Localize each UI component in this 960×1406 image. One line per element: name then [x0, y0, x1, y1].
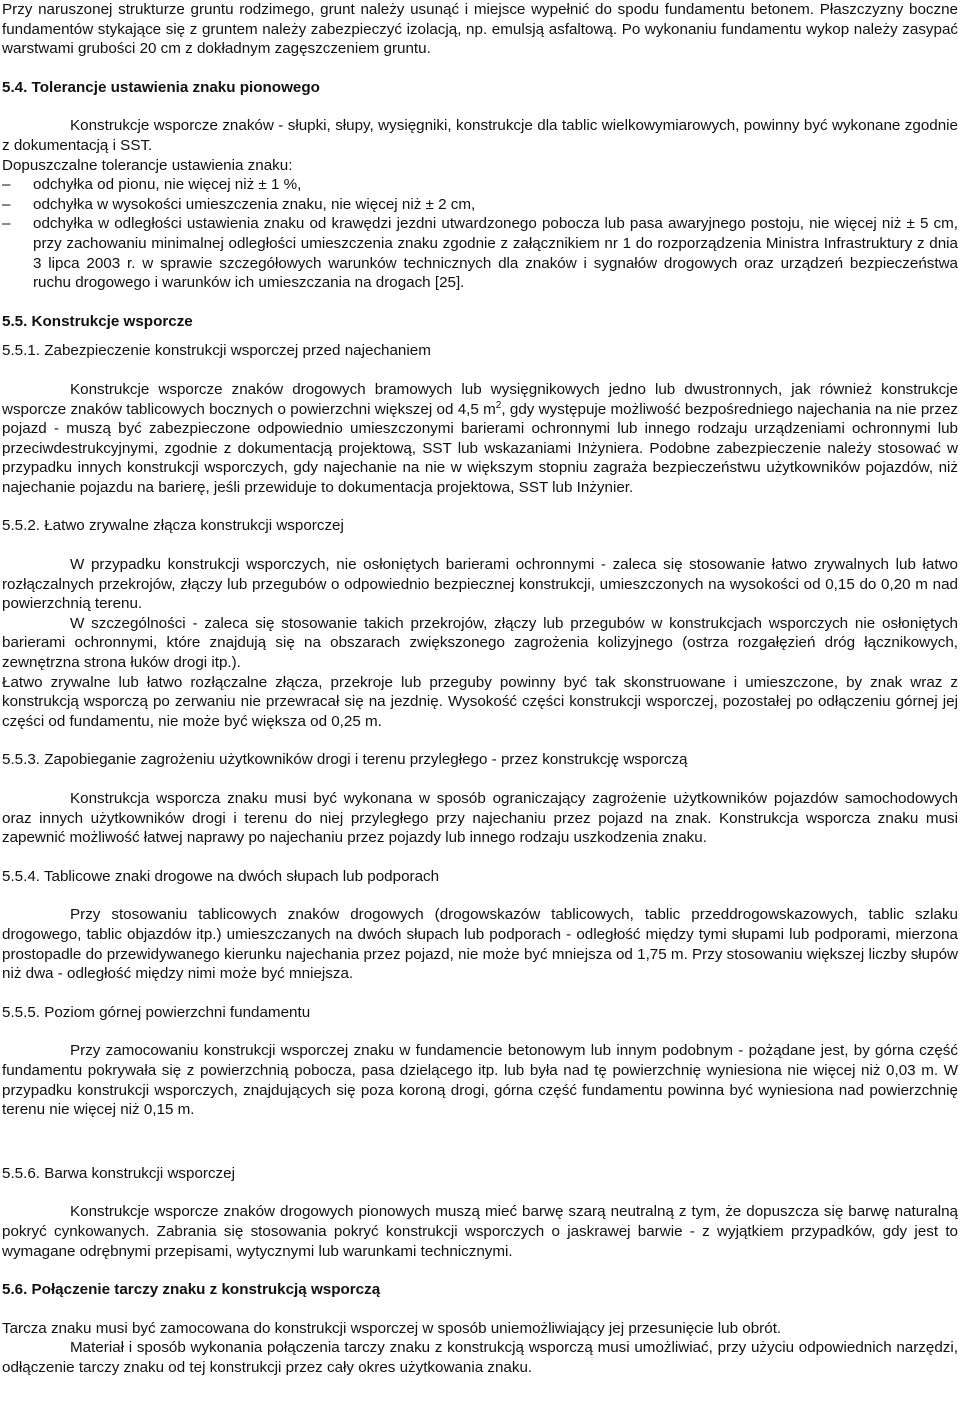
section-5-6-heading: 5.6. Połączenie tarczy znaku z konstrukcją wsporczą: [2, 1281, 381, 1299]
dash-bullet: –: [2, 176, 11, 194]
section-5-5-4-heading: 5.5.4. Tablicowe znaki drogowe na dwóch słupach lub podporach: [2, 867, 440, 885]
section-5-5-6-paragraph: Konstrukcje wsporcze znaków drogowych pionowych muszą mieć barwę szarą neutralną z tym, że dopuszcza się barwę naturalną pokryć cynkowanych. Zabrania się stosowania pokryć konstrukcji wsporczych o jaskrawej barwie - z wyjątkiem przypadków, gdy jest to wymagane odrębnymi przepisami, wytycznymi lub warunkami technicznymi.: [2, 1203, 958, 1260]
section-5-5-3-paragraph: Konstrukcja wsporcza znaku musi być wykonana w sposób ograniczający zagrożenie użytkowników pojazdów samochodowych oraz innych użytkowników drogi i terenu do niej przyległego przy najechaniu przez pojazd na znak. Konstrukcja wsporcza znaku musi zapewnić możliwość łatwej naprawy po najechaniu przez pojazdy lub innego rodzaju uszkodzenia znaku.: [2, 790, 958, 847]
list-item: – odchyłka w wysokości umieszczenia znaku, nie więcej niż ± 2 cm,: [2, 195, 476, 213]
intro-paragraph: Przy naruszonej strukturze gruntu rodzimego, grunt należy usunąć i miejsce wypełnić do spodu fundamentu betonem. Płaszczyzny boczne fundamentów stykające się z gruntem należy zabezpieczyć izolacją, np. emulsją asfaltową. Po wykonaniu fundamentu wykop należy zasypać warstwami grubości 20 cm z dokładnym zagęszczeniem gruntu.: [2, 1, 958, 58]
list-item: – odchyłka w odległości ustawienia znaku od krawędzi jezdni utwardzonego pobocza lub pasa awaryjnego postoju, nie więcej niż ± 5 cm, przy zachowaniu minimalnej odległości umieszczenia znaku zgodnie z załącznikiem nr 1 do rozporządzenia Ministra Infrastruktury z dnia 3 lipca 2003 r. w sprawie szczegółowych warunków technicznych dla znaków i sygnałów drogowych oraz urządzeń bezpieczeństwa ruchu drogowego i warunków ich umieszczania na drogach [25].: [2, 215, 958, 292]
section-5-5-2-paragraph-3: Łatwo zrywalne lub łatwo rozłączalne złącza, przekroje lub przeguby powinny być tak skonstruowane i umieszczone, by znak wraz z konstrukcją wsporczą po zerwaniu nie przewracał się na jezdnię. Wysokość części konstrukcji wsporczej, pozostałej po odłączeniu górnej jej części od fundamentu, nie może być większa od 0,25 m.: [2, 673, 958, 730]
section-5-6-paragraph-2: Materiał i sposób wykonania połączenia tarczy znaku z konstrukcją wsporczą musi umożliwiać, przy użyciu odpowiednich narzędzi, odłączenie tarczy znaku od tej konstrukcji przez cały okres użytkowania znaku.: [2, 1339, 958, 1376]
dash-bullet: –: [2, 215, 11, 233]
section-5-5-6-heading: 5.5.6. Barwa konstrukcji wsporczej: [2, 1164, 235, 1182]
section-5-5-4-paragraph: Przy stosowaniu tablicowych znaków drogowych (drogowskazów tablicowych, tablic przeddrogowskazowych, tablic szlaku drogowego, tablic objazdów itp.) umieszczanych na dwóch słupach lub podporach - odległość między tymi słupami lub podporami, mierzona prostopadle do przewidywanego kierunku najechania przez pojazd, nie może być mniejsza od 1,75 m. Przy stosowaniu większej liczby słupów niż dwa - odległość między nimi może być mniejsza.: [2, 906, 958, 983]
section-5-5-1-paragraph: Konstrukcje wsporcze znaków drogowych bramowych lub wysięgnikowych jedno lub dwustronnych, jak również konstrukcje wsporcze znaków tablicowych bocznych o powierzchni większej od 4,5 $m^2$, gdy występuje możliwość bezpośredniego najechania na nie przez pojazd - muszą być zabezpieczone odpowiednio umieszczonymi barierami ochronnymi lub innego rodzaju urządzeniami ochronnymi lub przeciwdestrukcyjnymi, zgodnie z dokumentacją projektową, SST lub wskazaniami Inżyniera. Podobne zabezpieczenie należy stosować w przypadku innych konstrukcji wsporczych, gdy najechanie na nie w większym stopniu zagraża bezpieczeństwu użytkowników pojazdów, niż najechanie pojazdu na barierę, jeśli przewiduje to dokumentacja projektowa, SST lub Inżynier.: [2, 380, 958, 496]
section-5-6-paragraph-1: Tarcza znaku musi być zamocowana do konstrukcji wsporczej w sposób uniemożliwiający jej przesunięcie lub obrót.: [2, 1319, 782, 1337]
dash-bullet: –: [2, 195, 11, 213]
section-5-5-2-paragraph-2: W szczególności - zaleca się stosowanie takich przekrojów, złączy lub przegubów w konstrukcjach wsporczych nie osłoniętych barierami ochronnymi, które znajdują się na obszarach zwiększonego zagrożenia kolizyjnego (ostrza rozgałęzień dróg łącznikowych, zewnętrzna strona łuków drogi itp.).: [2, 614, 958, 672]
section-5-5-2-paragraph-1: W przypadku konstrukcji wsporczych, nie osłoniętych barierami ochronnymi - zaleca się stosowanie łatwo zrywalnych lub łatwo rozłączalnych przekrojów, złączy lub przegubów o odpowiednio bezpiecznej konstrukcji, umieszczonych na wysokości od 0,15 do 0,20 m nad powierzchnią terenu.: [2, 556, 958, 613]
section-5-4-heading: 5.4. Tolerancje ustawienia znaku pionowego: [2, 78, 320, 96]
list-item: – odchyłka od pionu, nie więcej niż ± 1 %,: [2, 176, 302, 194]
section-5-5-heading: 5.5. Konstrukcje wsporcze: [2, 312, 193, 330]
tolerance-list: [2, 175, 958, 293]
section-5-5-3-heading: 5.5.3. Zapobieganie zagrożeniu użytkowników drogi i terenu przyległego - przez konstrukcję wsporczą: [2, 751, 688, 769]
section-5-5-1-heading: 5.5.1. Zabezpieczenie konstrukcji wsporczej przed najechaniem: [2, 342, 431, 360]
section-5-4-paragraph-1: Konstrukcje wsporcze znaków - słupki, słupy, wysięgniki, konstrukcje dla tablic wielkowymiarowych, powinny być wykonane zgodnie z dokumentacją i SST.: [2, 117, 958, 154]
section-5-5-5-paragraph: Przy zamocowaniu konstrukcji wsporczej znaku w fundamencie betonowym lub innym podobnym - pożądane jest, by górna część fundamentu pokrywała się z powierzchnią pobocza, pasa dzielącego itp. lub była nad tę powierzchnię wyniesiona nie więcej niż 0,03 m. W przypadku konstrukcji wsporczych, znajdujących się poza koroną drogi, górna część fundamentu powinna być wyniesiona nad powierzchnię terenu nie więcej niż 0,15 m.: [2, 1042, 958, 1119]
section-5-5-2-heading: 5.5.2. Łatwo zrywalne złącza konstrukcji wsporczej: [2, 517, 344, 535]
section-5-5-5-heading: 5.5.5. Poziom górnej powierzchni fundamentu: [2, 1003, 311, 1021]
section-5-4-paragraph-2: Dopuszczalne tolerancje ustawienia znaku:: [2, 156, 293, 174]
